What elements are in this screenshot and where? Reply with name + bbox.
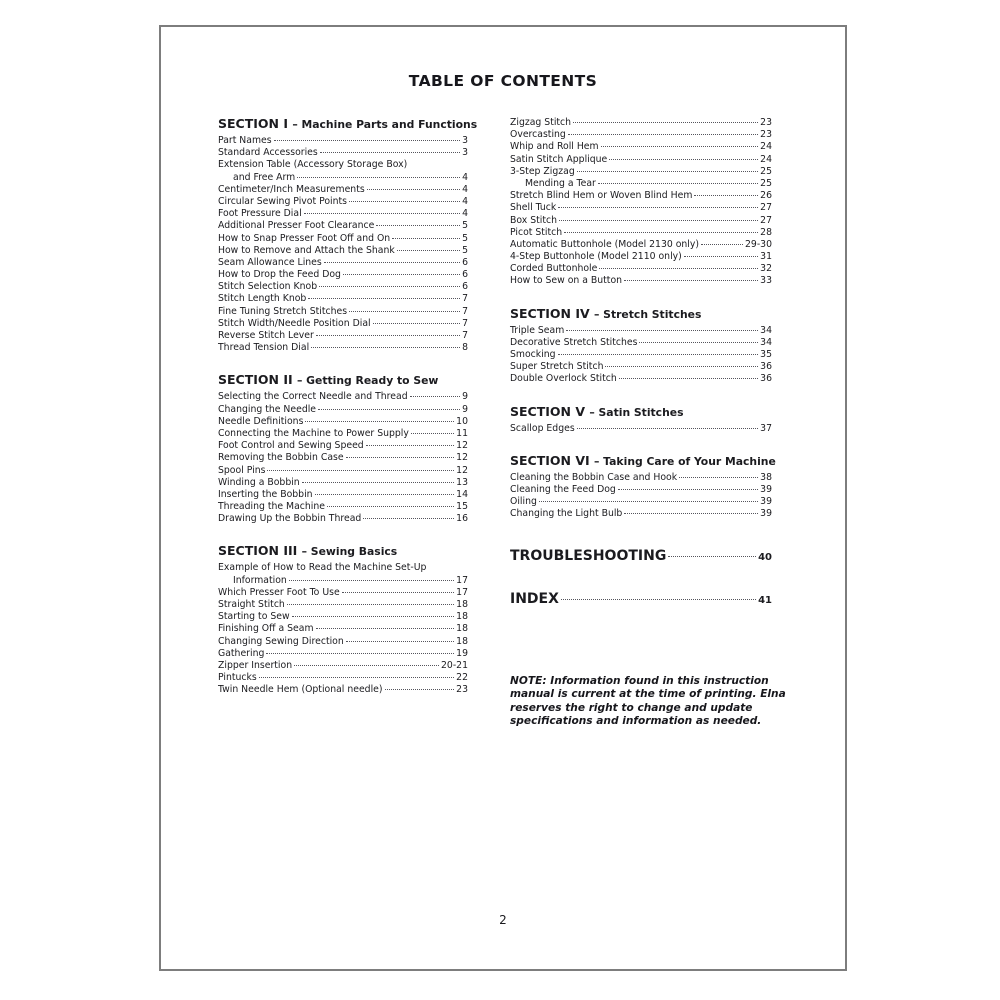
toc-entry-label: Triple Seam	[510, 324, 565, 336]
toc-entry	[510, 496, 772, 508]
toc-entry-page: 23	[760, 129, 772, 141]
dotted-leader	[558, 207, 758, 208]
toc-entry-page: 15	[456, 501, 468, 513]
dotted-leader	[349, 201, 460, 202]
toc-entry	[218, 196, 468, 208]
toc-entry-label: Foot Pressure Dial	[218, 208, 302, 220]
toc-entry-label: Information	[233, 574, 287, 586]
toc-entry	[510, 166, 772, 178]
dotted-leader	[373, 323, 460, 324]
toc-entry-page: 26	[760, 190, 772, 202]
toc-entry	[510, 129, 772, 141]
toc-entry-label: Zigzag Stitch	[510, 117, 572, 128]
toc-entry	[510, 275, 772, 287]
toc-entry-label: How to Remove and Attach the Shank	[218, 244, 395, 256]
toc-entry-label: How to Sew on a Button	[510, 275, 623, 287]
toc-entry	[218, 513, 468, 525]
toc-entry	[510, 117, 772, 129]
toc-entry-page: 38	[760, 471, 772, 483]
dotted-leader	[367, 189, 460, 190]
dotted-leader	[694, 195, 758, 196]
major-heading-label: INDEX	[510, 590, 559, 607]
section-heading	[510, 303, 772, 322]
dotted-leader	[327, 506, 454, 507]
toc-entry-page: 5	[462, 220, 468, 232]
toc-entry-page: 5	[462, 244, 468, 256]
dotted-leader	[376, 225, 460, 226]
dotted-leader	[342, 592, 454, 593]
toc-entry-label: Threading the Machine	[218, 501, 325, 513]
toc-entry-label: Cleaning the Bobbin Case and Hook	[510, 471, 678, 483]
toc-entry	[218, 172, 468, 184]
toc-entry-page: 9	[462, 403, 468, 415]
toc-entry-label: Selecting the Correct Needle and Thread	[218, 391, 408, 403]
toc-entry	[218, 404, 468, 416]
toc-entry	[510, 349, 772, 361]
dotted-leader	[639, 342, 758, 343]
toc-entry	[218, 342, 468, 354]
toc-entry	[218, 623, 468, 635]
toc-entry-label: Shell Tuck	[510, 202, 557, 214]
toc-entry-label: Starting to Sew	[218, 611, 290, 623]
toc-entry	[218, 306, 468, 318]
dotted-leader	[599, 268, 758, 269]
toc-entry-page: 27	[760, 202, 772, 214]
dotted-leader	[294, 665, 439, 666]
toc-entry-label: Double Overlock Stitch	[510, 373, 617, 385]
toc-entry-label: Straight Stitch	[218, 599, 285, 610]
dotted-leader	[274, 140, 460, 141]
major-heading-label: TROUBLESHOOTING	[510, 547, 667, 564]
toc-entry	[218, 391, 468, 403]
toc-entry-page: 25	[760, 165, 772, 177]
section-heading-title: – Satin Stitches	[589, 405, 684, 419]
toc-entry-label: Seam Allowance Lines	[218, 256, 322, 268]
dotted-leader	[598, 183, 758, 184]
toc-entry-page: 12	[456, 440, 468, 452]
toc-entry-page: 20-21	[440, 659, 468, 671]
dotted-leader	[568, 134, 758, 135]
toc-entry	[218, 269, 468, 281]
toc-entry-label: Spool Pins	[218, 464, 266, 476]
toc-entry-page: 3	[462, 135, 468, 146]
section-heading-title: – Machine Parts and Functions	[292, 118, 478, 131]
toc-entry-label: Smocking	[510, 349, 556, 360]
toc-entry-page: 29-30	[744, 238, 772, 250]
toc-entry-page: 17	[456, 574, 468, 586]
toc-entry-label: Needle Definitions	[218, 415, 304, 427]
toc-entry	[218, 416, 468, 428]
section-heading	[510, 401, 772, 420]
toc-entry	[218, 428, 468, 440]
toc-entry-label: Example of How to Read the Machine Set-Up	[218, 562, 427, 574]
dotted-leader	[363, 518, 454, 519]
toc-entry	[218, 452, 468, 464]
dotted-leader	[316, 628, 455, 629]
dotted-leader	[297, 177, 460, 178]
dotted-leader	[315, 494, 455, 495]
toc-entry-page: 7	[462, 330, 468, 341]
toc-entry	[510, 373, 772, 385]
toc-entry-page: 24	[760, 153, 772, 165]
toc-entry-label: Standard Accessories	[218, 147, 318, 159]
toc-entry	[510, 190, 772, 202]
toc-entry-label: Drawing Up the Bobbin Thread	[218, 513, 362, 525]
section-heading	[218, 540, 468, 559]
toc-entry-label: Scallop Edges	[510, 422, 575, 434]
toc-entry-label: How to Drop the Feed Dog	[218, 269, 341, 281]
toc-entry-page: 31	[760, 251, 772, 263]
toc-entry-page: 11	[456, 427, 468, 439]
toc-left-column	[218, 113, 478, 739]
toc-entry	[218, 587, 468, 599]
page-title: TABLE OF CONTENTS	[408, 72, 598, 90]
toc-entry-page: 4	[462, 183, 468, 195]
toc-entry-label: Part Names	[218, 135, 272, 146]
toc-entry-label: Zipper Insertion	[218, 659, 293, 671]
toc-entry-page: 12	[456, 452, 468, 464]
dotted-leader	[624, 280, 758, 281]
dotted-leader	[385, 689, 455, 690]
toc-entry-label: Picot Stitch	[510, 226, 563, 238]
toc-entry-label: Winding a Bobbin	[218, 476, 300, 488]
dotted-leader	[609, 159, 758, 160]
toc-entry	[218, 440, 468, 452]
toc-entry-page: 36	[760, 361, 772, 373]
toc-entry	[218, 684, 468, 696]
section-heading-prefix: SECTION I	[218, 116, 293, 131]
toc-entry-page: 18	[456, 623, 468, 635]
toc-entry-label: Whip and Roll Hem	[510, 141, 599, 153]
dotted-leader	[287, 604, 454, 605]
toc-entry	[218, 318, 468, 330]
dotted-leader	[577, 428, 758, 429]
toc-entry	[510, 423, 772, 435]
toc-entry-page: 6	[462, 269, 468, 281]
section-heading	[510, 450, 776, 469]
toc-entry-page: 39	[760, 483, 772, 495]
toc-entry-label: Changing the Light Bulb	[510, 508, 623, 520]
toc-entry	[218, 489, 468, 501]
toc-entry-page: 36	[760, 373, 772, 385]
toc-entry	[218, 562, 468, 574]
toc-entry-label: 3-Step Zigzag	[510, 165, 575, 177]
toc-entry-page: 35	[760, 349, 772, 360]
toc-entry-label: Gathering	[218, 647, 265, 659]
toc-entry	[218, 257, 468, 269]
section-heading-title: – Getting Ready to Sew	[297, 374, 439, 388]
toc-entry-page: 16	[456, 513, 468, 525]
toc-entry	[510, 154, 772, 166]
section-heading-title: – Taking Care of Your Machine	[594, 454, 776, 468]
toc-entry-label: Stitch Selection Knob	[218, 281, 318, 293]
dotted-leader	[619, 378, 758, 379]
toc-entry-label: Connecting the Machine to Power Supply	[218, 427, 409, 439]
dotted-leader	[302, 482, 454, 483]
toc-entry-page: 39	[760, 508, 772, 520]
toc-entry-page: 7	[462, 293, 468, 305]
toc-entry-label: Overcasting	[510, 129, 566, 141]
toc-entry-page: 9	[462, 391, 468, 403]
page-number: 2	[499, 913, 507, 927]
toc-entry	[218, 599, 468, 611]
toc-entry-page: 13	[456, 476, 468, 488]
toc-entry-label: Foot Control and Sewing Speed	[218, 440, 364, 452]
dotted-leader	[346, 457, 455, 458]
dotted-leader	[304, 213, 460, 214]
dotted-leader	[316, 335, 460, 336]
toc-entry	[218, 220, 468, 232]
toc-entry-page: 7	[462, 317, 468, 329]
dotted-leader	[561, 599, 756, 600]
toc-entry-label: Additional Presser Foot Clearance	[218, 220, 375, 232]
toc-entry-label: Stitch Length Knob	[218, 293, 307, 305]
toc-entry	[510, 484, 772, 496]
toc-entry	[510, 251, 772, 263]
toc-entry-label: Mending a Tear	[525, 177, 596, 189]
toc-entry-label: Extension Table (Accessory Storage Box)	[218, 159, 408, 171]
dotted-leader	[318, 409, 460, 410]
toc-entry	[510, 178, 772, 190]
toc-entry-page: 34	[760, 324, 772, 336]
dotted-leader	[573, 122, 758, 123]
major-heading	[510, 591, 772, 607]
dotted-leader	[266, 653, 454, 654]
toc-entry-label: Inserting the Bobbin	[218, 488, 313, 500]
toc-entry	[218, 611, 468, 623]
toc-entry-page: 12	[456, 464, 468, 476]
toc-entry-page: 25	[760, 177, 772, 189]
toc-entry	[218, 465, 468, 477]
toc-entry	[218, 135, 468, 147]
toc-entry	[218, 293, 468, 305]
section-heading-prefix: SECTION II	[218, 372, 297, 388]
toc-entry	[510, 472, 772, 484]
dotted-leader	[349, 311, 460, 312]
toc-entry-label: Which Presser Foot To Use	[218, 586, 340, 598]
toc-entry-label: Corded Buttonhole	[510, 263, 598, 275]
dotted-leader	[320, 152, 460, 153]
toc-entry-label: 4-Step Buttonhole (Model 2110 only)	[510, 251, 682, 263]
toc-entry	[218, 147, 468, 159]
toc-entry-page: 18	[456, 611, 468, 623]
dotted-leader	[289, 580, 454, 581]
toc-entry	[218, 245, 468, 257]
toc-entry	[218, 575, 468, 587]
dotted-leader	[701, 244, 743, 245]
section-heading-prefix: SECTION III	[218, 543, 302, 559]
toc-entry	[218, 477, 468, 489]
toc-entry-page: 8	[462, 342, 468, 354]
toc-entry	[218, 208, 468, 220]
toc-entry-label: Automatic Buttonhole (Model 2130 only)	[510, 238, 700, 250]
note-paragraph	[510, 675, 790, 729]
toc-left-list	[218, 113, 478, 697]
dotted-leader	[392, 238, 460, 239]
toc-entry-page: 18	[456, 635, 468, 647]
toc-entry-page: 27	[760, 214, 772, 226]
toc-entry-label: Thread Tension Dial	[218, 342, 310, 354]
toc-entry-page: 23	[456, 684, 468, 696]
dotted-leader	[539, 501, 758, 502]
toc-entry-page: 4	[462, 171, 468, 183]
toc-columns	[161, 113, 845, 739]
toc-entry-page: 5	[462, 232, 468, 244]
dotted-leader	[601, 146, 759, 147]
toc-entry	[510, 227, 772, 239]
toc-entry-page: 6	[462, 281, 468, 293]
toc-entry-label: Box Stitch	[510, 214, 558, 226]
toc-entry-page: 28	[760, 226, 772, 238]
toc-entry-page: 17	[456, 586, 468, 598]
section-heading-prefix: SECTION IV	[510, 305, 595, 321]
dotted-leader	[308, 298, 460, 299]
toc-entry	[510, 141, 772, 153]
toc-entry-page: 14	[456, 488, 468, 500]
dotted-leader	[346, 641, 454, 642]
dotted-leader	[684, 256, 758, 257]
dotted-leader	[267, 470, 454, 471]
section-heading-title: – Sewing Basics	[301, 545, 398, 559]
section-heading-prefix: SECTION V	[510, 403, 590, 419]
toc-entry-label: Oiling	[510, 496, 537, 508]
manual-page	[159, 25, 847, 971]
toc-entry-label: How to Snap Presser Foot Off and On	[218, 232, 391, 244]
toc-entry-page: 23	[760, 117, 772, 128]
dotted-leader	[668, 556, 756, 557]
toc-entry	[218, 159, 468, 171]
dotted-leader	[397, 250, 460, 251]
dotted-leader	[605, 366, 758, 367]
dotted-leader	[577, 171, 758, 172]
toc-entry-label: Centimeter/Inch Measurements	[218, 183, 365, 195]
major-heading	[510, 548, 772, 564]
dotted-leader	[566, 330, 758, 331]
toc-entry-label: Decorative Stretch Stitches	[510, 336, 638, 348]
toc-entry-page: 18	[456, 599, 468, 610]
dotted-leader	[324, 262, 460, 263]
major-heading-page: 41	[758, 594, 772, 606]
toc-entry-label: Stretch Blind Hem or Woven Blind Hem	[510, 190, 693, 202]
toc-entry-page: 22	[456, 672, 468, 684]
toc-entry	[218, 501, 468, 513]
toc-entry-label: Changing the Needle	[218, 403, 317, 415]
toc-entry-page: 10	[456, 415, 468, 427]
section-heading	[218, 113, 478, 132]
toc-entry-label: Twin Needle Hem (Optional needle)	[218, 684, 383, 696]
section-heading-prefix: SECTION VI	[510, 452, 595, 468]
toc-entry	[218, 636, 468, 648]
dotted-leader	[259, 677, 454, 678]
toc-entry	[510, 263, 772, 275]
dotted-leader	[624, 513, 758, 514]
toc-entry-label: Pintucks	[218, 672, 257, 684]
toc-entry-page: 39	[760, 496, 772, 508]
dotted-leader	[564, 232, 758, 233]
toc-entry-label: Finishing Off a Seam	[218, 623, 314, 635]
dotted-leader	[305, 421, 454, 422]
toc-entry-page: 37	[760, 422, 772, 434]
toc-entry-page: 7	[462, 305, 468, 317]
toc-entry-page: 4	[462, 208, 468, 220]
dotted-leader	[366, 445, 454, 446]
toc-entry-page: 6	[462, 256, 468, 268]
dotted-leader	[558, 354, 759, 355]
toc-entry	[510, 337, 772, 349]
toc-entry-label: Removing the Bobbin Case	[218, 452, 344, 464]
toc-entry-label: Reverse Stitch Lever	[218, 330, 314, 341]
major-heading-page: 40	[758, 551, 772, 563]
dotted-leader	[411, 433, 454, 434]
toc-entry	[510, 508, 772, 520]
dotted-leader	[292, 616, 455, 617]
toc-entry-page: 24	[760, 141, 772, 153]
note-label: NOTE:	[510, 674, 547, 687]
toc-entry-label: Super Stretch Stitch	[510, 361, 604, 373]
toc-entry-page: 3	[462, 147, 468, 159]
toc-entry-label: Circular Sewing Pivot Points	[218, 195, 348, 207]
dotted-leader	[618, 489, 758, 490]
toc-entry	[218, 672, 468, 684]
toc-right-list	[510, 113, 776, 607]
section-heading	[218, 369, 468, 388]
toc-entry-page: 33	[760, 275, 772, 287]
toc-entry	[510, 215, 772, 227]
toc-entry-label: Satin Stitch Applique	[510, 153, 608, 165]
toc-entry-page: 4	[462, 195, 468, 207]
toc-entry-page: 19	[456, 647, 468, 659]
dotted-leader	[311, 347, 460, 348]
toc-entry	[510, 239, 772, 251]
toc-entry	[218, 660, 468, 672]
toc-entry	[218, 648, 468, 660]
section-heading-title: – Stretch Stitches	[594, 307, 702, 321]
toc-entry	[510, 361, 772, 373]
toc-entry-label: Fine Tuning Stretch Stitches	[218, 305, 348, 317]
toc-entry-label: Stitch Width/Needle Position Dial	[218, 317, 371, 329]
toc-entry	[218, 233, 468, 245]
toc-entry	[218, 184, 468, 196]
toc-entry	[510, 202, 772, 214]
dotted-leader	[343, 274, 460, 275]
dotted-leader	[559, 220, 758, 221]
toc-entry-label: Changing Sewing Direction	[218, 635, 344, 647]
toc-entry	[510, 325, 772, 337]
toc-entry-label: and Free Arm	[233, 171, 296, 183]
dotted-leader	[410, 396, 460, 397]
toc-entry	[218, 281, 468, 293]
toc-entry-page: 32	[760, 263, 772, 275]
note-text: Information found in this instruction manual is current at the time of printing. Elna reserves the right to change and update specifications and information as needed.	[510, 674, 786, 727]
dotted-leader	[319, 286, 460, 287]
toc-entry-page: 34	[760, 336, 772, 348]
toc-entry-label: Cleaning the Feed Dog	[510, 483, 616, 495]
toc-entry	[218, 330, 468, 342]
toc-right-column	[510, 113, 786, 739]
dotted-leader	[679, 477, 758, 478]
